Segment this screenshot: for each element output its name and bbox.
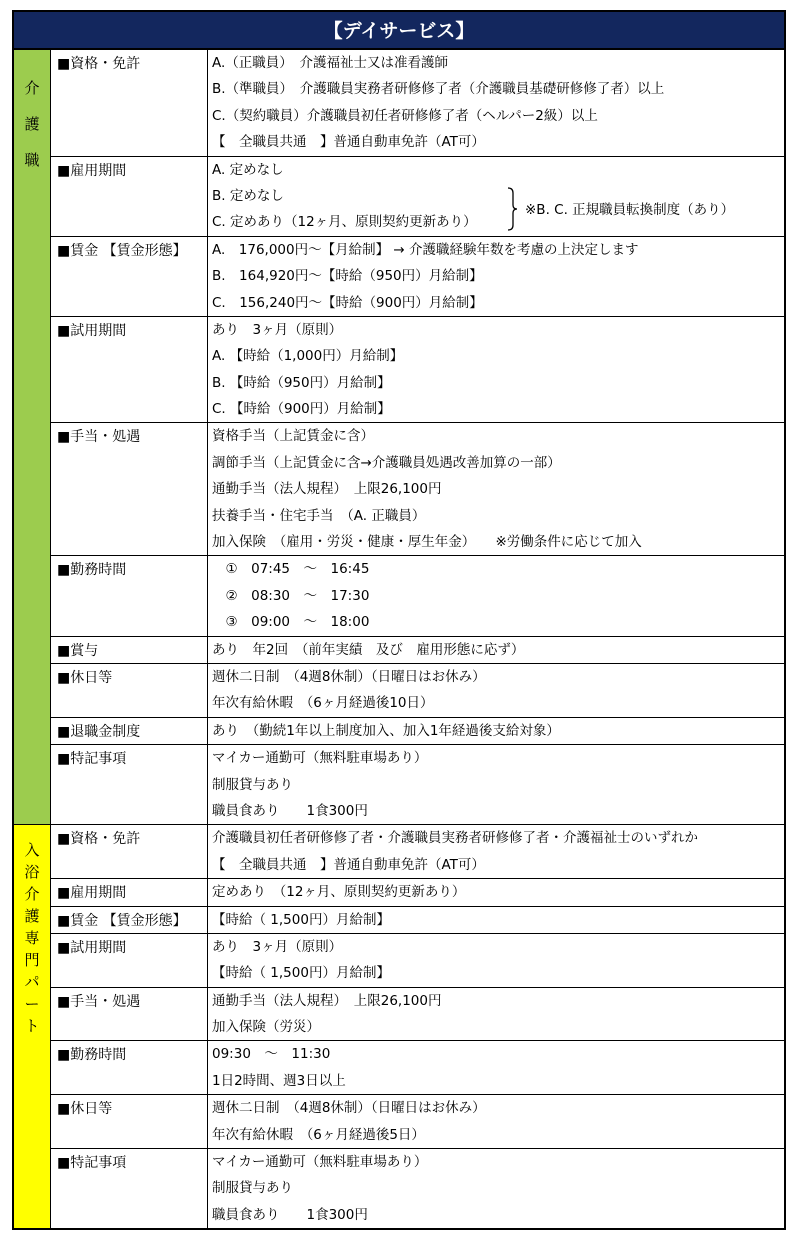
row-label: ■賃金 【賃金形態】 <box>51 906 208 933</box>
value-line-text: 通勤手当（法人規程） 上限26,100円 <box>212 992 442 1009</box>
table-row <box>13 825 785 879</box>
table-row <box>13 636 785 663</box>
value-line <box>212 237 784 263</box>
value-line-text: 定めあり （12ヶ月、原則契約更新あり） <box>212 884 466 901</box>
row-value <box>208 1095 786 1149</box>
value-line-text: C.（契約職員）介護職員初任者研修修了者（ヘルパー2級）以上 <box>212 107 598 124</box>
value-line-text: 職員食あり 1食300円 <box>212 802 368 819</box>
value-line-text: 週休二日制 （4週8休制）（日曜日はお休み） <box>212 1100 486 1117</box>
table-row <box>13 987 785 1041</box>
table-row <box>13 717 785 744</box>
row-value <box>208 987 786 1041</box>
row-value <box>208 49 786 156</box>
value-line <box>212 450 784 476</box>
value-line-text: 資格手当（上記賃金に含） <box>212 428 374 445</box>
row-label: ■特記事項 <box>51 745 208 825</box>
value-line-text: C. 定めあり（12ヶ月、原則契約更新あり） <box>212 214 477 231</box>
value-line <box>212 907 784 933</box>
value-line <box>212 157 784 183</box>
row-value <box>208 316 786 423</box>
value-line-text: マイカー通勤可（無料駐車場あり） <box>212 750 428 767</box>
side-label-char: 浴 <box>24 863 40 882</box>
value-line-text: 職員食あり 1食300円 <box>212 1206 368 1223</box>
side-label-bath-part <box>13 825 51 1229</box>
row-label: ■試用期間 <box>51 933 208 987</box>
table-row <box>13 1149 785 1230</box>
row-label: ■勤務時間 <box>51 1041 208 1095</box>
table-row <box>13 933 785 987</box>
table-row <box>13 663 785 717</box>
value-line <box>212 690 784 716</box>
row-label: ■手当・処遇 <box>51 987 208 1041</box>
value-line-text: ② 08:30 ～ 17:30 <box>212 587 370 604</box>
table-row <box>13 879 785 906</box>
value-line-text: 年次有給休暇 （6ヶ月経過後5日） <box>212 1126 425 1143</box>
row-value <box>208 663 786 717</box>
row-label: ■特記事項 <box>51 1149 208 1230</box>
value-line-text: 【時給（ 1,500円）月給制】 <box>212 965 390 982</box>
row-value <box>208 636 786 663</box>
employment-conversion-note: ※B. C. 正規職員転換制度（あり） <box>525 201 735 218</box>
row-label: ■資格・免許 <box>51 825 208 879</box>
value-line <box>212 1149 784 1175</box>
side-label-char: ト <box>24 1017 40 1036</box>
row-label: ■手当・処遇 <box>51 423 208 556</box>
page-title: 【デイサービス】 <box>12 10 786 48</box>
value-line <box>212 1068 784 1094</box>
value-line <box>212 852 784 878</box>
value-line-text: 年次有給休暇 （6ヶ月経過後10日） <box>212 695 434 712</box>
side-label-char: 護 <box>24 907 40 926</box>
table-row <box>13 745 785 825</box>
value-line <box>212 290 784 316</box>
value-line-text: 制服貸与あり <box>212 1180 293 1197</box>
side-label-text <box>14 825 50 1037</box>
value-line-text: あり （勤続1年以上制度加入、加入1年経過後支給対象） <box>212 722 560 739</box>
row-value <box>208 156 786 236</box>
side-label-text <box>14 50 50 178</box>
row-label: ■休日等 <box>51 663 208 717</box>
value-line-text: 制服貸与あり <box>212 776 293 793</box>
side-label-char: 門 <box>24 951 40 970</box>
value-line-text: C. 156,240円～【時給（900円）月給制】 <box>212 294 483 311</box>
value-line <box>212 772 784 798</box>
value-line <box>212 583 784 609</box>
side-label-char: ー <box>24 995 40 1014</box>
side-label-char: 入 <box>24 841 40 860</box>
value-line <box>212 396 784 422</box>
value-line-text: B.（準職員） 介護職員実務者研修修了者（介護職員基礎研修修了者）以上 <box>212 81 665 98</box>
value-line-text: あり 年2回 （前年実績 及び 雇用形態に応ず） <box>212 641 525 658</box>
value-line-text: 週休二日制 （4週8休制）（日曜日はお休み） <box>212 668 486 685</box>
row-value <box>208 556 786 636</box>
value-line-text: B. 定めなし <box>212 187 284 204</box>
table-row <box>13 236 785 316</box>
row-label: ■賃金 【賃金形態】 <box>51 236 208 316</box>
value-line <box>212 343 784 369</box>
row-label: ■勤務時間 <box>51 556 208 636</box>
value-line-text: あり 3ヶ月（原則） <box>212 321 343 338</box>
row-value <box>208 933 786 987</box>
value-line-text: 扶養手当・住宅手当 （A. 正職員） <box>212 507 426 524</box>
row-value <box>208 717 786 744</box>
value-line <box>212 798 784 824</box>
value-line-text: あり 3ヶ月（原則） <box>212 938 343 955</box>
table-row <box>13 49 785 156</box>
value-line-text: B. 164,920円～【時給（950円）月給制】 <box>212 268 483 285</box>
value-line-text: C. 【時給（900円）月給制】 <box>212 401 391 418</box>
value-line-text: A. 176,000円～【月給制】 → 介護職経験年数を考慮の上決定します <box>212 241 639 258</box>
value-line-text: A. 定めなし <box>212 161 284 178</box>
value-line <box>212 745 784 771</box>
value-line <box>212 317 784 343</box>
value-line <box>212 934 784 960</box>
value-line-text: 1日2時間、週3日以上 <box>212 1072 346 1089</box>
value-line-text: A. 【時給（1,000円）月給制】 <box>212 348 404 365</box>
value-line <box>212 503 784 529</box>
value-line-text: 加入保険（労災） <box>212 1019 320 1036</box>
side-label-care-staff <box>13 49 51 825</box>
value-line-text: ① 07:45 ～ 16:45 <box>212 561 370 578</box>
value-line <box>212 183 784 218</box>
value-line <box>212 529 784 555</box>
table-row <box>13 156 785 236</box>
value-line-text: ③ 09:00 ～ 18:00 <box>212 614 370 631</box>
row-label: ■賞与 <box>51 636 208 663</box>
value-line <box>212 637 784 663</box>
value-line-text: マイカー通勤可（無料駐車場あり） <box>212 1154 428 1171</box>
table-row <box>13 316 785 423</box>
side-label-char: 介 <box>24 79 40 97</box>
value-line <box>212 50 784 76</box>
value-line <box>212 76 784 102</box>
value-line-text: 介護職員初任者研修修了者・介護職員実務者研修修了者・介護福祉士のいずれか <box>212 830 698 847</box>
table-row <box>13 423 785 556</box>
value-line <box>212 209 784 235</box>
value-line-text: 通勤手当（法人規程） 上限26,100円 <box>212 481 442 498</box>
value-line-text: 09:30 ～ 11:30 <box>212 1046 331 1063</box>
value-line-text: 【時給（ 1,500円）月給制】 <box>212 911 390 928</box>
requirements-table <box>12 48 786 1230</box>
row-label: ■雇用期間 <box>51 156 208 236</box>
value-line <box>212 879 784 905</box>
value-line-text: 調節手当（上記賃金に含→介護職員処遇改善加算の一部） <box>212 454 561 471</box>
value-line <box>212 129 784 155</box>
job-sheet <box>12 10 786 1230</box>
row-value <box>208 745 786 825</box>
value-line <box>212 263 784 289</box>
row-label: ■退職金制度 <box>51 717 208 744</box>
row-label: ■休日等 <box>51 1095 208 1149</box>
row-value <box>208 236 786 316</box>
value-line <box>212 664 784 690</box>
value-line <box>212 825 784 851</box>
value-line <box>212 476 784 502</box>
side-label-char: 介 <box>24 885 40 904</box>
row-label: ■雇用期間 <box>51 879 208 906</box>
value-line <box>212 1202 784 1228</box>
side-label-char: 専 <box>24 929 40 948</box>
value-line <box>212 609 784 635</box>
value-line <box>212 370 784 396</box>
value-line <box>212 103 784 129</box>
side-label-char: 職 <box>24 151 40 169</box>
value-line <box>212 556 784 582</box>
table-row <box>13 1095 785 1149</box>
value-line <box>212 1014 784 1040</box>
value-line-text: 【 全職員共通 】普通自動車免許（AT可） <box>212 856 485 873</box>
row-label: ■資格・免許 <box>51 49 208 156</box>
value-line <box>212 1175 784 1201</box>
value-line <box>212 960 784 986</box>
side-label-char: パ <box>24 973 40 992</box>
side-label-char: 護 <box>24 115 40 133</box>
value-line-text: B. 【時給（950円）月給制】 <box>212 374 391 391</box>
row-label: ■試用期間 <box>51 316 208 423</box>
table-row <box>13 906 785 933</box>
value-line <box>212 718 784 744</box>
row-value <box>208 879 786 906</box>
value-line <box>212 1095 784 1121</box>
value-line <box>212 423 784 449</box>
row-value <box>208 825 786 879</box>
row-value <box>208 1041 786 1095</box>
table-row <box>13 1041 785 1095</box>
value-line-text: 加入保険 （雇用・労災・健康・厚生年金） ※労働条件に応じて加入 <box>212 534 642 551</box>
value-line <box>212 1041 784 1067</box>
table-row <box>13 556 785 636</box>
value-line <box>212 988 784 1014</box>
row-value <box>208 906 786 933</box>
value-line-text: 【 全職員共通 】普通自動車免許（AT可） <box>212 134 485 151</box>
value-line <box>212 1122 784 1148</box>
row-value <box>208 423 786 556</box>
value-line-text: A.（正職員） 介護福祉士又は准看護師 <box>212 55 449 71</box>
row-value <box>208 1149 786 1230</box>
